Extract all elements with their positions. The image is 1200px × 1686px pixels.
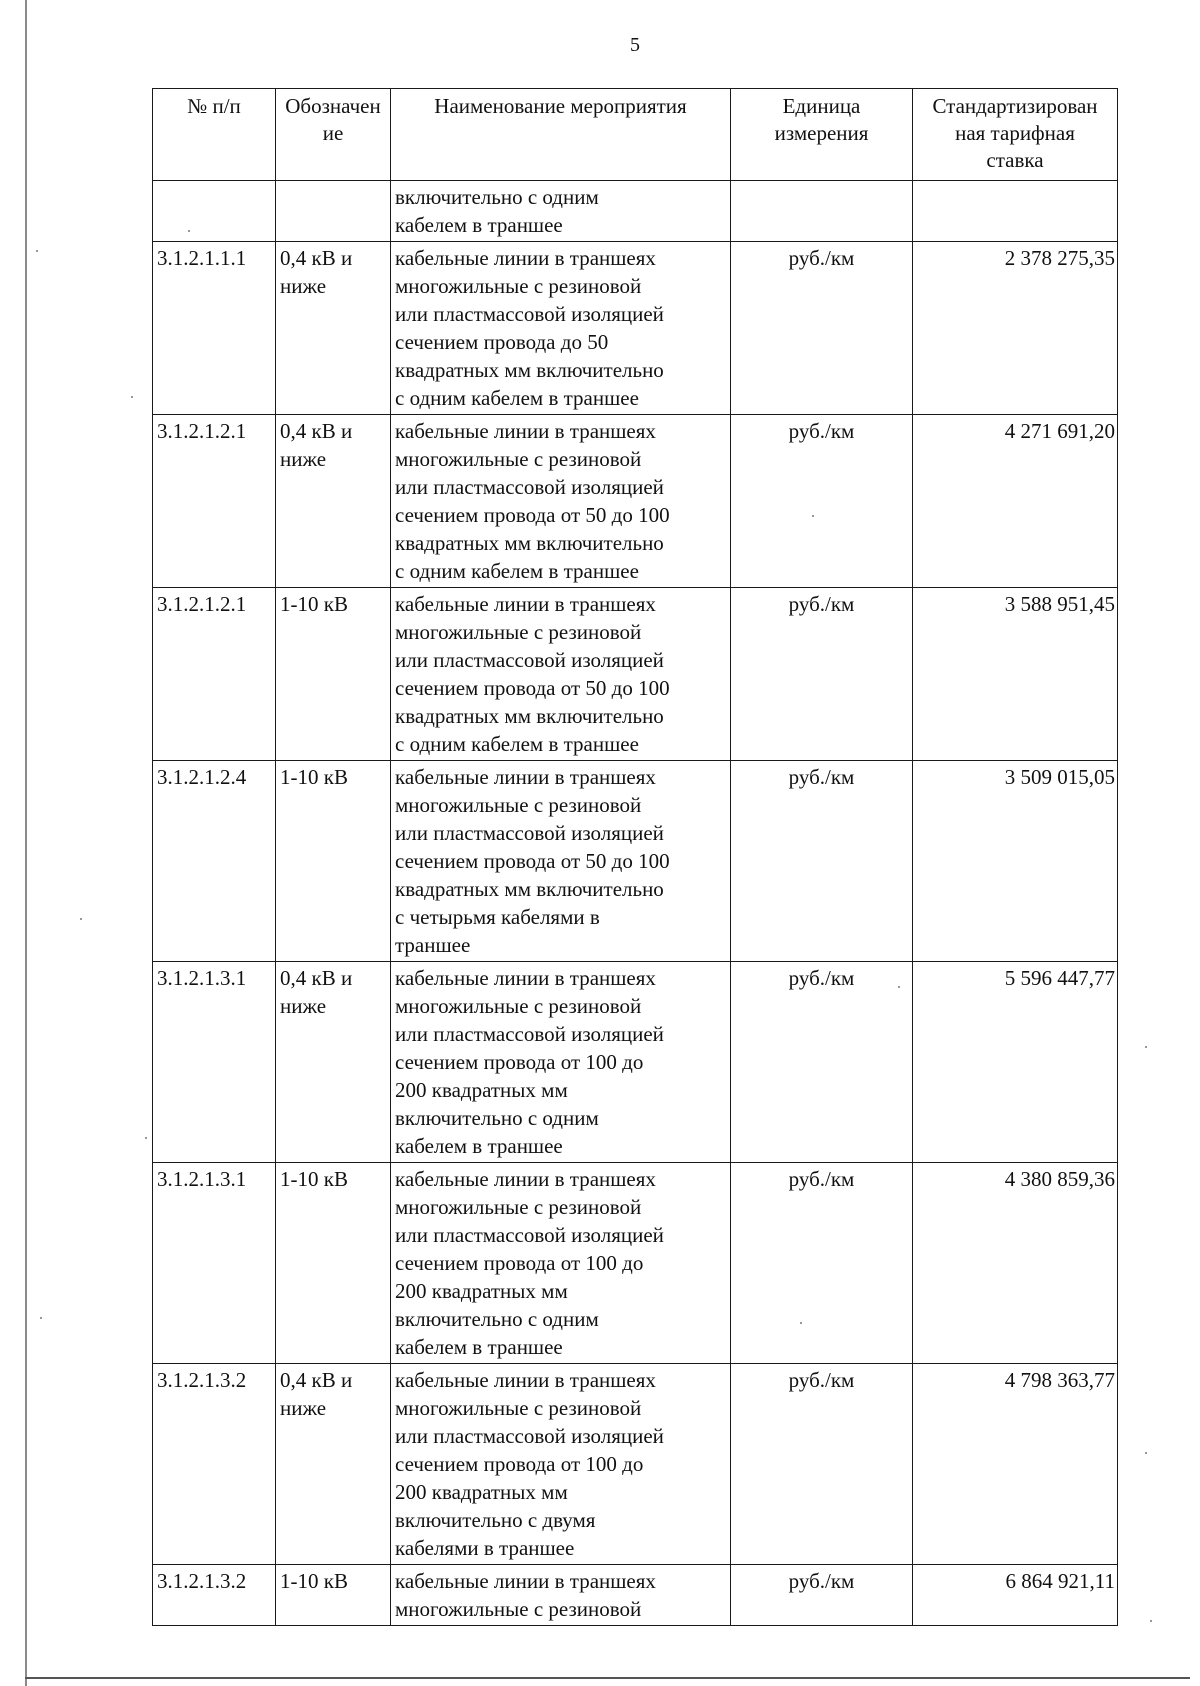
cell-designation: 0,4 кВ и ниже <box>276 962 391 1163</box>
cell-rate: 4 271 691,20 <box>913 415 1118 588</box>
cell-designation: 0,4 кВ и ниже <box>276 415 391 588</box>
cell-name: кабельные линии в траншеях многожильные с резиновой или пластмассовой изоляцией сечением провода от 50 до 100 квадратных мм включительно с одним кабелем в траншее <box>391 588 731 761</box>
cell-name: кабельные линии в траншеях многожильные с резиновой или пластмассовой изоляцией сечением провода от 50 до 100 квадратных мм включительно с одним кабелем в траншее <box>391 415 731 588</box>
cell-designation: 1-10 кВ <box>276 1565 391 1626</box>
header-number-text: № п/п <box>187 94 241 118</box>
scan-speck <box>188 230 190 232</box>
table-row <box>153 415 1118 588</box>
cell-designation: 1-10 кВ <box>276 588 391 761</box>
scan-speck <box>145 1137 147 1139</box>
cell-number: 3.1.2.1.1.1 <box>153 242 276 415</box>
cell-unit: руб./км <box>731 588 913 761</box>
scan-speck <box>80 918 82 920</box>
cell-number: 3.1.2.1.2.4 <box>153 761 276 962</box>
cell-name: кабельные линии в траншеях многожильные с резиновой или пластмассовой изоляцией сечением провода от 100 до 200 квадратных мм включительно с двумя кабелями в траншее <box>391 1364 731 1565</box>
table-row <box>153 962 1118 1163</box>
cell-designation: 1-10 кВ <box>276 761 391 962</box>
page-number: 5 <box>630 34 640 56</box>
cell-rate <box>913 181 1118 242</box>
cell-unit: руб./км <box>731 242 913 415</box>
cell-rate: 3 588 951,45 <box>913 588 1118 761</box>
cell-number: 3.1.2.1.2.1 <box>153 588 276 761</box>
table-row <box>153 181 1118 242</box>
header-unit-text: Единица измерения <box>774 94 869 145</box>
cell-designation: 0,4 кВ и ниже <box>276 1364 391 1565</box>
cell-unit <box>731 181 913 242</box>
cell-unit: руб./км <box>731 1163 913 1364</box>
header-designation-text: Обозначен ие <box>285 94 381 145</box>
scan-speck <box>131 396 133 398</box>
cell-number: 3.1.2.1.2.1 <box>153 415 276 588</box>
table-row <box>153 1364 1118 1565</box>
cell-rate: 3 509 015,05 <box>913 761 1118 962</box>
header-rate-text: Стандартизирован ная тарифная ставка <box>932 94 1098 172</box>
table-row <box>153 242 1118 415</box>
cell-rate: 4 798 363,77 <box>913 1364 1118 1565</box>
cell-rate: 5 596 447,77 <box>913 962 1118 1163</box>
cell-number: 3.1.2.1.3.2 <box>153 1364 276 1565</box>
table-row <box>153 761 1118 962</box>
header-row <box>153 89 1118 181</box>
scan-speck <box>1145 1046 1147 1048</box>
scan-left-edge-line <box>25 0 27 1686</box>
scan-speck <box>800 1322 802 1324</box>
scan-speck <box>1145 1452 1147 1454</box>
cell-name: кабельные линии в траншеях многожильные с резиновой <box>391 1565 731 1626</box>
cell-rate: 4 380 859,36 <box>913 1163 1118 1364</box>
header-rate <box>913 89 1118 181</box>
header-name <box>391 89 731 181</box>
cell-number: 3.1.2.1.3.1 <box>153 962 276 1163</box>
scan-bottom-edge-line <box>25 1677 1190 1679</box>
cell-unit: руб./км <box>731 962 913 1163</box>
cell-unit: руб./км <box>731 415 913 588</box>
cell-rate: 2 378 275,35 <box>913 242 1118 415</box>
cell-name: кабельные линии в траншеях многожильные с резиновой или пластмассовой изоляцией сечением провода от 100 до 200 квадратных мм включительно с одним кабелем в траншее <box>391 1163 731 1364</box>
header-number <box>153 89 276 181</box>
cell-name: включительно с одним кабелем в траншее <box>391 181 731 242</box>
header-name-text: Наименование мероприятия <box>434 94 687 118</box>
scan-speck <box>1150 1620 1152 1622</box>
tariff-table <box>152 88 1118 1626</box>
cell-name: кабельные линии в траншеях многожильные с резиновой или пластмассовой изоляцией сечением провода до 50 квадратных мм включительно с одним кабелем в траншее <box>391 242 731 415</box>
table-row <box>153 1163 1118 1364</box>
cell-name: кабельные линии в траншеях многожильные с резиновой или пластмассовой изоляцией сечением провода от 50 до 100 квадратных мм включительно с четырьмя кабелями в траншее <box>391 761 731 962</box>
cell-designation <box>276 181 391 242</box>
table-row <box>153 1565 1118 1626</box>
header-unit <box>731 89 913 181</box>
scan-speck <box>36 250 38 252</box>
cell-number <box>153 181 276 242</box>
scan-speck <box>812 515 814 517</box>
cell-number: 3.1.2.1.3.2 <box>153 1565 276 1626</box>
table-row <box>153 588 1118 761</box>
cell-designation: 0,4 кВ и ниже <box>276 242 391 415</box>
cell-unit: руб./км <box>731 1565 913 1626</box>
cell-name: кабельные линии в траншеях многожильные с резиновой или пластмассовой изоляцией сечением провода от 100 до 200 квадратных мм включительно с одним кабелем в траншее <box>391 962 731 1163</box>
scan-speck <box>40 1317 42 1319</box>
header-designation <box>276 89 391 181</box>
scan-speck <box>898 986 900 988</box>
cell-rate: 6 864 921,11 <box>913 1565 1118 1626</box>
cell-number: 3.1.2.1.3.1 <box>153 1163 276 1364</box>
cell-unit: руб./км <box>731 761 913 962</box>
table-body <box>153 181 1118 1626</box>
cell-unit: руб./км <box>731 1364 913 1565</box>
table-header <box>153 89 1118 181</box>
cell-designation: 1-10 кВ <box>276 1163 391 1364</box>
